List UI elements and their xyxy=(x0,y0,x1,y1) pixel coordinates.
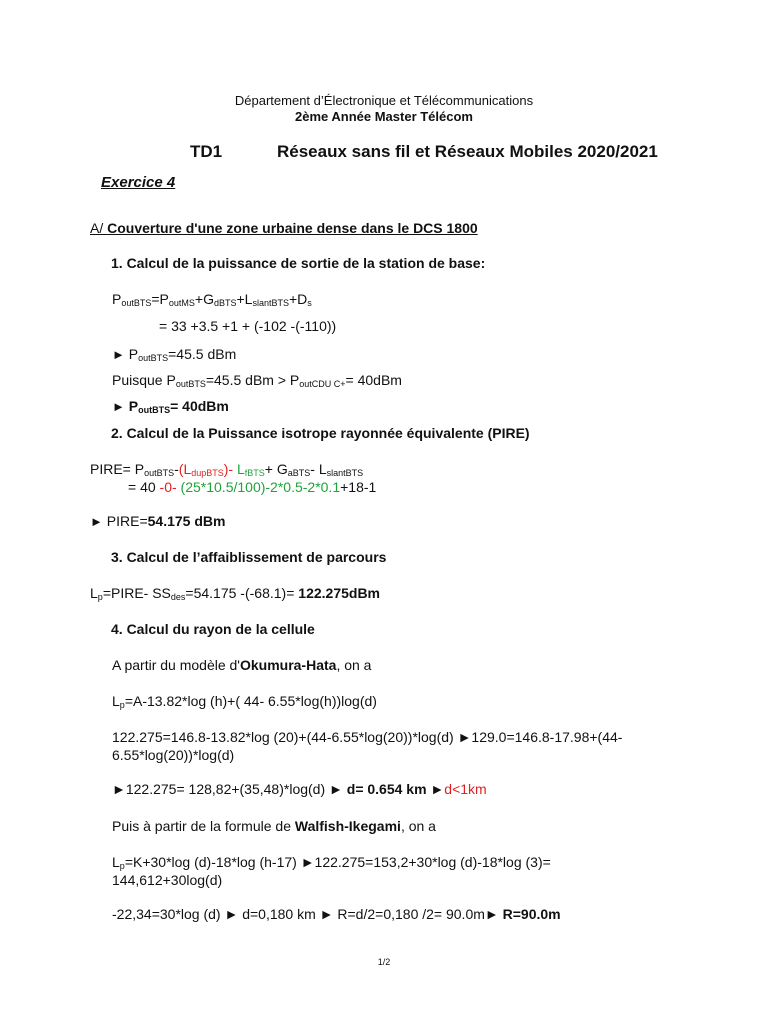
section-a-prefix: A/ xyxy=(90,220,108,236)
q2-pire-result: ► PIRE=54.175 dBm xyxy=(90,513,226,529)
q4-walfish-intro: Puis à partir de la formule de Walfish-Ikegami, on a xyxy=(112,818,436,834)
q4-okumura-formula: $L_p=A-13.82*\log$ (h)+( 44- 6.55*log(h))log(d) xyxy=(112,693,377,710)
q1-result: ► $P_{outBTS}=45.5$ dBm xyxy=(112,346,237,363)
q1-equation-2: = 33 +3.5 +1 + (-102 -(-110)) xyxy=(159,318,337,334)
q4-walfish-formula-line1: $L_p=K+30*\log$ (d)-18*log (h-17) ►122.275=153,2+30*log (d)-18*log (3)= xyxy=(112,854,551,871)
q4-walfish-result: -22,34=30*log (d) ► d=0,180 km ► R=d/2=0,180 /2= 90.0m► R=90.0m xyxy=(112,906,561,922)
q1-title: 1. Calcul de la puissance de sortie de la station de base: xyxy=(111,255,486,271)
q3-title: 3. Calcul de l’affaiblissement de parcours xyxy=(111,549,387,565)
q1-final: ► $P_{outBTS}= 40dBm$ xyxy=(112,398,229,415)
td-label: TD1 xyxy=(190,142,223,161)
q2-pire-calc: = 40 -0- (25*10.5/100)-2*0.5-2*0.1+18-1 xyxy=(128,479,377,495)
q2-title: 2. Calcul de la Puissance isotrope rayonnée équivalente (PIRE) xyxy=(111,425,530,441)
year-line: 2ème Année Master Télécom xyxy=(295,109,473,124)
section-a-heading xyxy=(90,219,478,237)
section-a-title: Couverture d'une zone urbaine dense dans le DCS 1800 xyxy=(107,220,478,236)
q3-path-loss: $L_p=PIRE-$ $SS_{des}=54.175$ -(-68.1)= 122.275dBm xyxy=(90,585,380,602)
department-line: Département d’Électronique et Télécommunications xyxy=(234,93,534,108)
q1-condition: Puisque $P_{outBTS}=45.5$ dBm > $P_{outCDU C+}= 40dBm$ xyxy=(112,372,402,389)
q4-okumura-intro: A partir du modèle d'Okumura-Hata, on a xyxy=(112,657,372,673)
q4-okumura-calc-line2: 6.55*log(20))*log(d) xyxy=(112,747,235,763)
q2-pire-formula: PIRE= $P_{outBTS}-(L_{dupBTS})-$ $L_{fBTS}+ G_{aBTS}-$ $L_{slantBTS}$ xyxy=(90,461,364,478)
q4-okumura-result: ►122.275= 128,82+(35,48)*log(d) ► d= 0.654 km ►d<1km xyxy=(112,781,487,797)
q4-walfish-formula-line2: 144,612+30log(d) xyxy=(112,872,223,888)
page-number: 1/2 xyxy=(377,957,391,967)
course-title: Réseaux sans fil et Réseaux Mobiles 2020/2021 xyxy=(277,142,658,161)
q1-equation-1: $P_{outBTS}=P_{outMS}+G_{dBTS}+L_{slantBTS}+D_s$ xyxy=(112,291,312,308)
exercise-title: Exercice 4 xyxy=(101,174,176,191)
q4-title: 4. Calcul du rayon de la cellule xyxy=(111,621,315,637)
q4-okumura-calc-line1: 122.275=146.8-13.82*log (20)+(44-6.55*log(20))*log(d) ►129.0=146.8-17.98+(44- xyxy=(112,729,623,745)
